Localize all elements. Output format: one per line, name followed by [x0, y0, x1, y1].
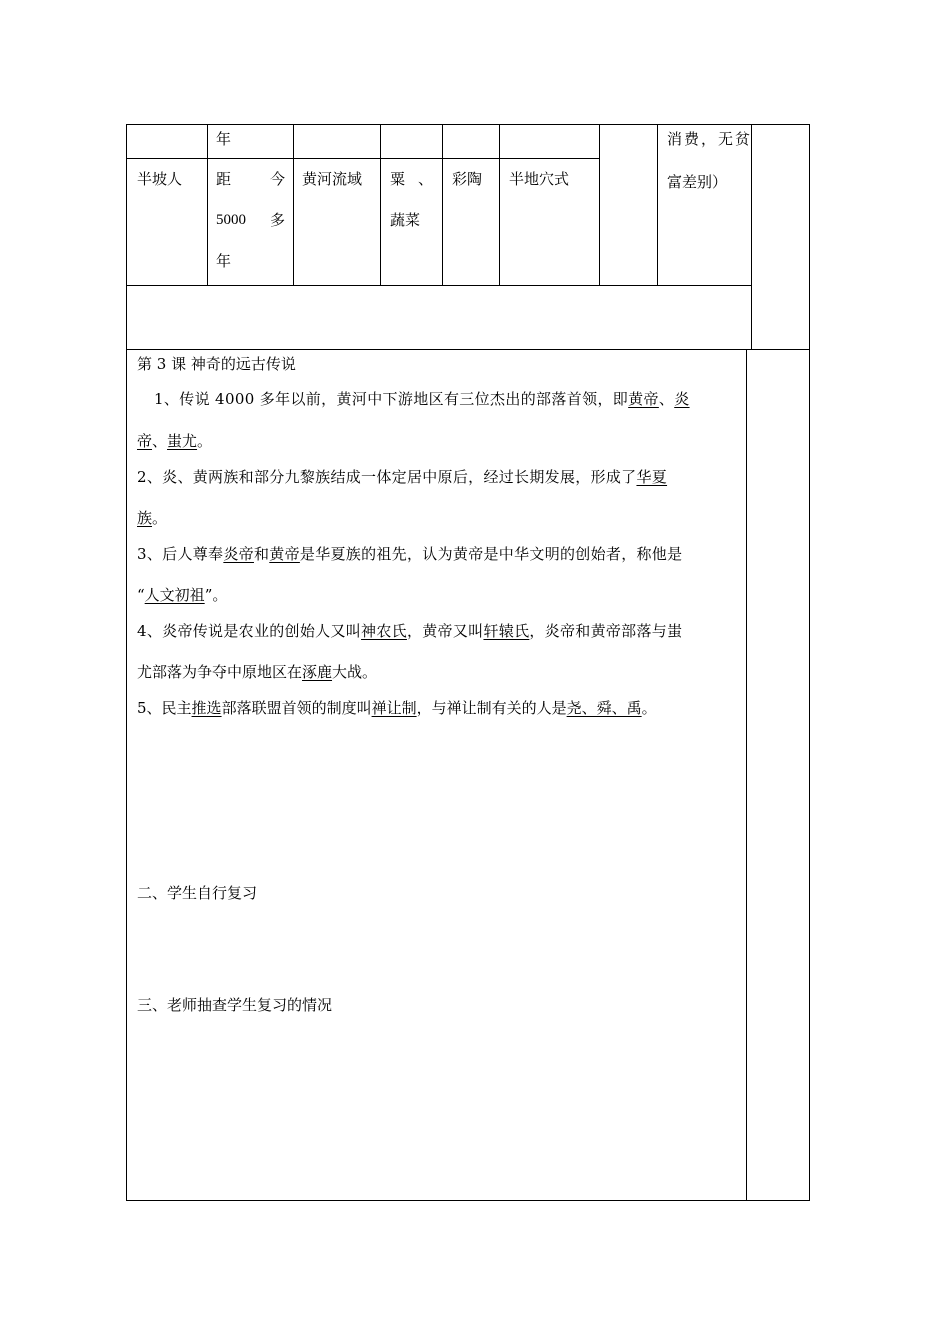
cell-time-3: 5000 — [216, 212, 246, 228]
underline-huangdi: 黄帝 — [628, 390, 659, 408]
cell-note-line1: 消费，无贫 — [667, 130, 753, 148]
p5-line1: 5、民主推选部落联盟首领的制度叫禅让制，与禅让制有关的人是尧、舜、禹。 — [137, 699, 657, 717]
top-table — [0, 0, 950, 350]
cell-housing: 半地穴式 — [509, 170, 570, 188]
section-self-review: 二、学生自行复习 — [137, 884, 258, 902]
lesson-title: 第 3 课 神奇的远古传说 — [137, 355, 296, 373]
p2-line2: 族。 — [137, 509, 168, 527]
cell-time-2: 今 — [270, 170, 286, 188]
cell-time-4: 多 — [270, 211, 286, 229]
cell-time-1: 距 — [216, 170, 232, 188]
p4-line2: 尤部落为争夺中原地区在涿鹿大战。 — [137, 663, 378, 681]
section-teacher-check: 三、老师抽查学生复习的情况 — [137, 996, 333, 1014]
p1-line1: 1、传说 4000 多年以前，黄河中下游地区有三位杰出的部落首领，即黄帝、炎 — [154, 390, 690, 408]
cell-time-5: 年 — [216, 252, 232, 270]
cell-pottery: 彩陶 — [452, 170, 483, 188]
cell-region: 黄河流域 — [302, 170, 363, 188]
cell-crop-1: 粟 — [390, 170, 406, 188]
p3-line2: “人文初祖”。 — [137, 586, 228, 604]
cell-crop-2: 、 — [418, 170, 434, 188]
p3-line1: 3、后人尊奉炎帝和黄帝是华夏族的祖先，认为黄帝是中华文明的创始者，称他是 — [137, 545, 683, 563]
cell-name: 半坡人 — [137, 170, 183, 188]
p2-line1: 2、炎、黄两族和部分九黎族结成一体定居中原后，经过长期发展，形成了华夏 — [137, 468, 668, 486]
cell-crop-3: 蔬菜 — [390, 211, 421, 229]
underline-chiyou: 蚩尤 — [167, 432, 198, 450]
cell-time-year: 年 — [216, 130, 232, 148]
cell-note-line2: 富差别） — [667, 173, 728, 191]
p1-line2: 帝、蚩尤。 — [137, 432, 213, 450]
p4-line1: 4、炎帝传说是农业的创始人又叫神农氏，黄帝又叫轩辕氏，炎帝和黄帝部落与蚩 — [137, 622, 683, 640]
